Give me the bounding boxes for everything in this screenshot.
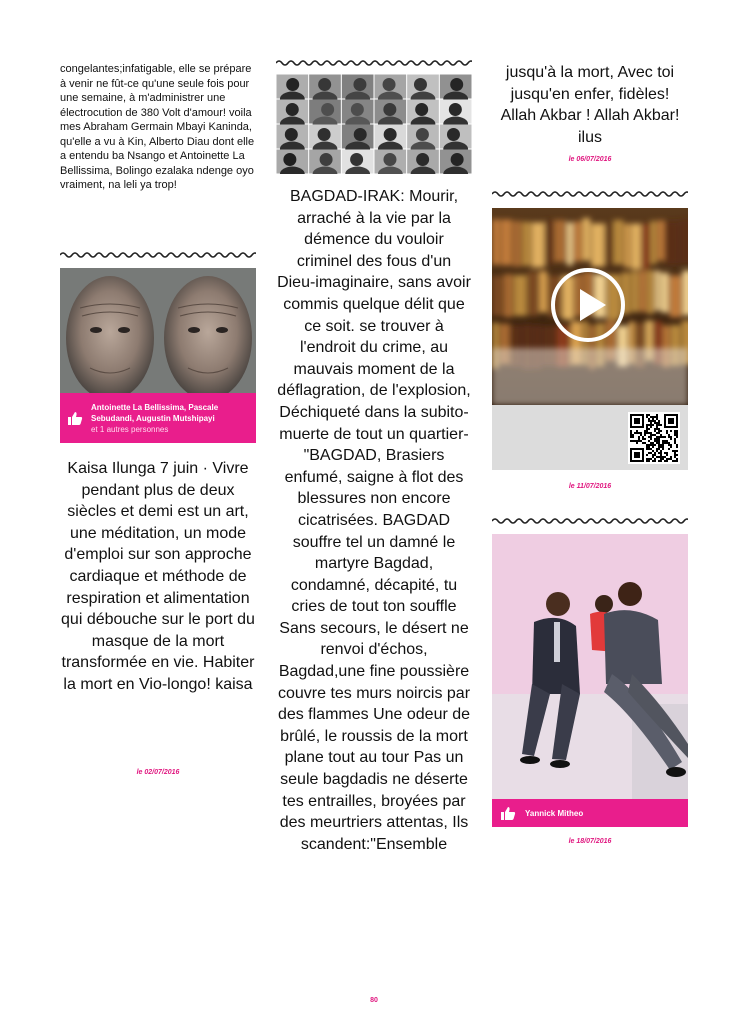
likes-bar — [60, 393, 256, 443]
wavy-divider — [492, 516, 688, 526]
wavy-divider — [276, 58, 472, 68]
play-icon — [580, 289, 606, 321]
likes-bar — [492, 799, 688, 827]
col1-intro-text: congelantes;infatigable, elle se prépare à venir ne fût-ce qu'une seule fois pour une semaine, à m'administrer une électrocution de 380 Volt d'amour! voila mes Abraham Germain Mbayi Kaninda, qu'elle a vu à Kin, Alberto Diau dont elle a entendu ba Nsango et Antoinette La Bellissima, Bolingo ezalaka ndenge oyo vraiment, na leli ya trop! — [60, 63, 255, 191]
video-thumbnail-bookshelf[interactable] — [492, 208, 688, 405]
like-icon[interactable] — [500, 806, 516, 820]
wavy-divider — [492, 189, 688, 199]
wavy-divider — [60, 250, 256, 260]
photo-portrait-grid — [276, 74, 472, 174]
likes-names: Antoinette La Bellissima, Pascale Sebudandi, Augustin Mutshipayi — [91, 403, 219, 423]
qr-code-panel — [492, 405, 688, 470]
col3-top-text: jusqu'à la mort, Avec toi jusqu'en enfer, fidèles! Allah Akbar ! Allah Akbar! ilus — [500, 64, 680, 146]
photo-old-man-faces — [60, 268, 256, 393]
page-number: 80 — [370, 997, 378, 1004]
qr-code — [628, 412, 680, 464]
col2-post-text: BAGDAD-IRAK: Mourir, arraché à la vie par la démence du vouloir criminel des fous d'un Dieu-imaginaire, sans avoir commis quelque délit que ce soit. se trouver à l'endroit du crime, au mauvais moment de la déflagration, de l'explosion, Déchiqueté dans la subito-muerte de tout un quartier- "BAGDAD, Brasiers enfumé, saigne à flot des blessures non encore cicatrisées. BAGDAD souffre tel un damné le martyre Bagdad, condamné, décapité, tu cries de tout ton souffle Sans secours, le désert ne renvoi d'échos, Bagdad,une fine poussière couvre tes murs noircis par des flammes Une odeur de brûlé, le roussis de la mort plane tout au tour Pas un seule bagdadis ne déserte tes entrailles, broyées par des meurtriers attentas, Ils scandent:"Ensemble — [277, 188, 471, 853]
photo-two-men-and-child — [492, 534, 688, 799]
col3-date1: le 06/07/2016 — [568, 156, 612, 163]
col1-post-text: Kaisa Ilunga 7 juin · Vivre pendant plus de deux siècles et demi est un art, une méditation, un mode d'emploi sur son approche cardiaque et méthode de respiration et alimentation qui débouche sur le port du masque de la mort transformée en vie. Habiter la mort en Vio-longo! kaisa — [61, 460, 255, 693]
col1-date: le 02/07/2016 — [136, 769, 180, 776]
likes-names: Yannick Mitheo — [525, 809, 584, 818]
col3-date2: le 11/07/2016 — [568, 483, 612, 490]
play-button[interactable] — [551, 268, 625, 342]
likes-others[interactable]: et 1 autres personnes — [91, 425, 169, 434]
like-icon[interactable] — [67, 411, 83, 425]
col3-date3: le 18/07/2016 — [568, 838, 612, 845]
